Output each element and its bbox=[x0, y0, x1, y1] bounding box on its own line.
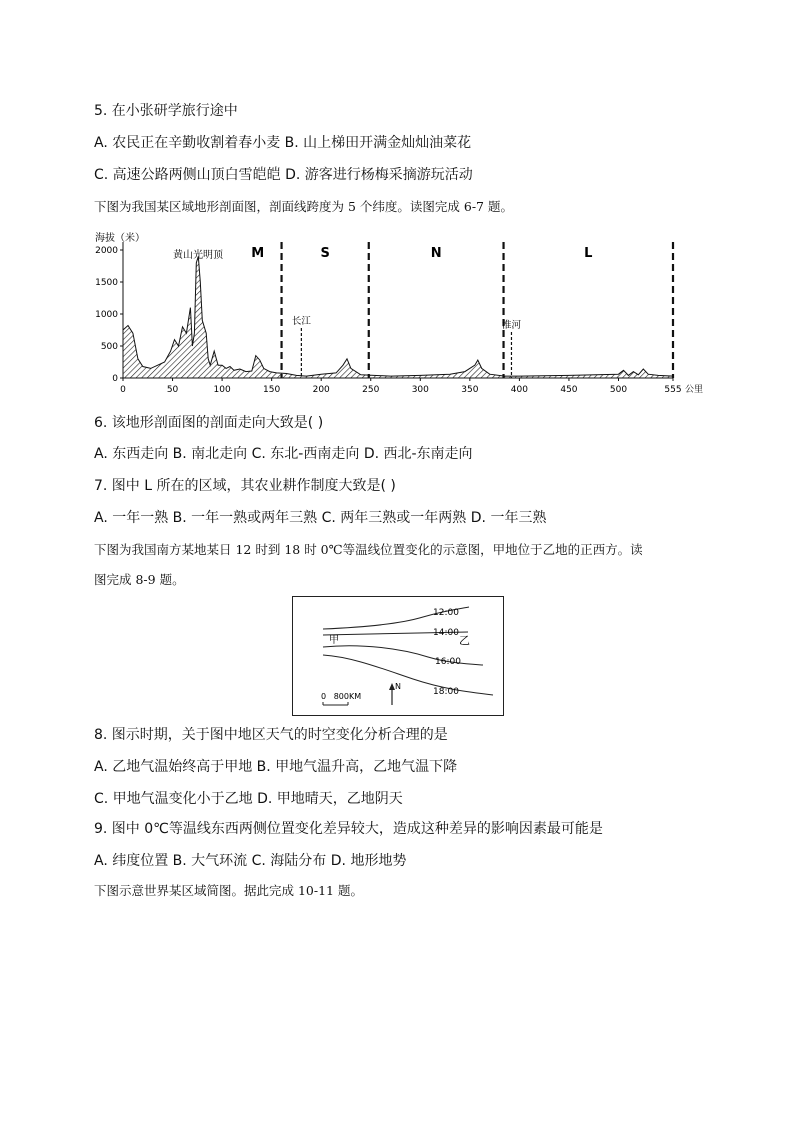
time-label-12: 12:00 bbox=[433, 608, 459, 618]
north-label: N bbox=[395, 682, 401, 691]
x-tick-label: 150 bbox=[263, 385, 281, 395]
q6-stem: 6. 该地形剖面图的剖面走向大致是( ) bbox=[94, 415, 324, 431]
q8-options-ab: A. 乙地气温始终高于甲地 B. 甲地气温升高，乙地气温下降 bbox=[94, 759, 458, 775]
x-tick-label: 100 bbox=[213, 385, 231, 395]
intro-8-9-line1: 下图为我国南方某地某日 12 时到 18 时 0℃等温线位置变化的示意图，甲地位于乙地的正西方。读 bbox=[94, 542, 643, 557]
x-tick-label: 0 bbox=[120, 385, 126, 395]
terrain-profile-area bbox=[123, 256, 673, 378]
time-label-14: 14:00 bbox=[433, 628, 459, 638]
q6-options: A. 东西走向 B. 南北走向 C. 东北-西南走向 D. 西北-东南走向 bbox=[94, 446, 473, 462]
y-tick-label: 500 bbox=[100, 342, 118, 352]
terrain-profile-figure bbox=[93, 228, 713, 400]
y-tick-label: 0 bbox=[112, 374, 118, 384]
y-tick-label: 1500 bbox=[95, 278, 118, 288]
x-tick-label: 50 bbox=[166, 385, 179, 395]
q9-options: A. 纬度位置 B. 大气环流 C. 海陆分布 D. 地形地势 bbox=[94, 853, 407, 869]
x-tick-label: 350 bbox=[461, 385, 479, 395]
intro-10-11: 下图示意世界某区域简图。据此完成 10-11 题。 bbox=[94, 883, 363, 898]
scale-text: 0 800KM bbox=[321, 692, 362, 701]
region-label-s: S bbox=[320, 246, 330, 261]
x-tick-label: 300 bbox=[411, 385, 429, 395]
time-label-18: 18:00 bbox=[433, 687, 459, 697]
intro-8-9-line2: 图完成 8-9 题。 bbox=[94, 572, 185, 587]
time-label-16: 16:00 bbox=[435, 657, 461, 667]
peak-label: 黄山光明顶 bbox=[173, 250, 223, 261]
place-east-label: 乙 bbox=[459, 634, 470, 647]
q5-options-cd: C. 高速公路两侧山顶白雪皑皑 D. 游客进行杨梅采摘游玩活动 bbox=[94, 167, 473, 183]
q5-options-ab: A. 农民正在辛勤收割着春小麦 B. 山上梯田开满金灿灿油菜花 bbox=[94, 135, 472, 151]
q8-stem: 8. 图示时期，关于图中地区天气的时空变化分析合理的是 bbox=[94, 727, 448, 743]
x-tick-label: 555 bbox=[664, 385, 682, 395]
y-tick-label: 1000 bbox=[95, 310, 118, 320]
x-tick-label: 250 bbox=[362, 385, 380, 395]
region-label-l: L bbox=[584, 246, 593, 261]
q5-stem: 5. 在小张研学旅行途中 bbox=[94, 103, 238, 119]
q8-options-cd: C. 甲地气温变化小于乙地 D. 甲地晴天，乙地阴天 bbox=[94, 791, 403, 807]
x-tick-label: 200 bbox=[312, 385, 330, 395]
y-axis-label: 海拔（米） bbox=[95, 233, 145, 244]
intro-6-7: 下图为我国某区域地形剖面图，剖面线跨度为 5 个纬度。读图完成 6-7 题。 bbox=[94, 199, 513, 214]
isotherm-18 bbox=[323, 655, 493, 695]
y-tick-label: 2000 bbox=[95, 246, 118, 256]
isotherm-figure bbox=[292, 596, 504, 716]
isotherm-diagram bbox=[293, 597, 503, 715]
q7-options: A. 一年一熟 B. 一年一熟或两年三熟 C. 两年三熟或一年两熟 D. 一年三熟 bbox=[94, 510, 547, 526]
x-unit-label: 公里 bbox=[685, 385, 704, 395]
x-tick-label: 450 bbox=[560, 385, 578, 395]
q9-stem: 9. 图中 0℃等温线东西两侧位置变化差异较大，造成这种差异的影响因素最可能是 bbox=[94, 821, 603, 837]
place-west-label: 甲 bbox=[329, 635, 339, 646]
river-label-huaihe: 淮河 bbox=[501, 320, 521, 331]
q7-stem: 7. 图中 L 所在的区域，其农业耕作制度大致是( ) bbox=[94, 478, 396, 494]
river-label-changjiang: 长江 bbox=[291, 316, 311, 327]
region-label-m: M bbox=[251, 246, 265, 261]
region-label-n: N bbox=[430, 246, 442, 261]
x-tick-label: 500 bbox=[609, 385, 628, 395]
x-tick-label: 400 bbox=[510, 385, 528, 395]
